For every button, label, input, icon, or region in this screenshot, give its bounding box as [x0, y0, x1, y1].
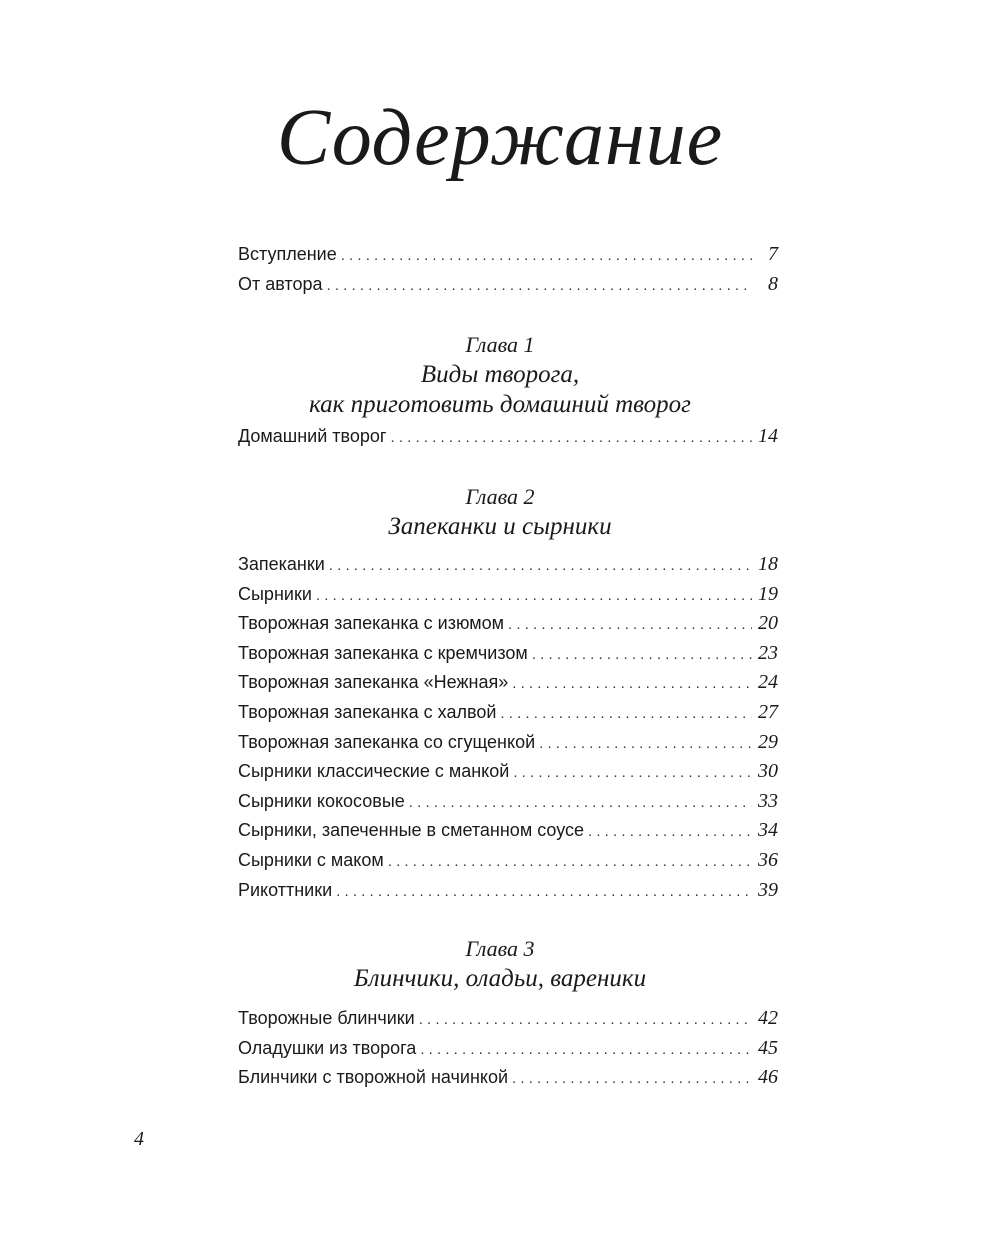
toc-entry-label: Сырники, запеченные в сметанном соусе	[238, 820, 585, 841]
dot-leader	[532, 640, 752, 670]
chapter-title-line: Блинчики, оладьи, вареники	[353, 965, 647, 992]
dot-leader	[513, 758, 752, 788]
toc-entry-label: Домашний творог	[238, 426, 387, 446]
toc-entry[interactable]	[238, 846, 778, 876]
toc-entry-label: Рикоттники	[238, 879, 333, 900]
chapter-number: Глава 3	[465, 936, 535, 961]
toc-entry-label: Творожная запеканка с халвой	[238, 701, 497, 722]
toc-entry-page: 27	[758, 700, 778, 723]
dot-leader	[390, 423, 752, 453]
dot-leader	[336, 877, 752, 907]
toc-entry-label: Сырники классические с манкой	[238, 761, 510, 782]
chapter-number: Глава 1	[465, 332, 535, 357]
toc-entry-page: 29	[758, 730, 778, 753]
toc-entry-label: Творожные блинчики	[238, 1008, 415, 1028]
chapter-title-line: как приготовить домашний творог	[309, 391, 691, 418]
toc-entry-page: 23	[758, 641, 778, 664]
chapter-2-heading	[0, 482, 1000, 542]
toc-entry[interactable]	[238, 787, 778, 817]
toc-entry-page: 36	[758, 848, 778, 871]
toc-entry-label: Оладушки из творога	[238, 1037, 417, 1058]
toc-entry-page: 7	[768, 243, 778, 265]
toc-entry[interactable]	[238, 609, 778, 639]
toc-entry-label: Блинчики с творожной начинкой	[238, 1067, 509, 1088]
dot-leader	[409, 788, 752, 818]
toc-entry-page: 39	[758, 878, 778, 901]
chapter-2-list	[238, 550, 778, 905]
dot-leader	[341, 241, 752, 271]
toc-entry-label: От автора	[238, 273, 323, 294]
dot-leader	[388, 847, 752, 877]
chapter-3-list	[238, 1004, 778, 1093]
toc-entry[interactable]	[238, 270, 778, 300]
chapter-title-line: Виды творога,	[420, 361, 580, 388]
dot-leader	[316, 581, 752, 611]
dot-leader	[508, 610, 752, 640]
dot-leader	[420, 1035, 752, 1065]
toc-entry-page: 8	[768, 272, 778, 295]
dot-leader	[539, 729, 752, 759]
page-number: 4	[134, 1128, 144, 1150]
toc-entry-page: 18	[758, 553, 778, 575]
toc-entry[interactable]	[238, 1063, 778, 1093]
toc-entry[interactable]	[238, 876, 778, 906]
dot-leader	[500, 699, 752, 729]
toc-entry-label: Сырники с маком	[238, 849, 384, 870]
toc-entry-page: 42	[758, 1007, 778, 1029]
toc-entry-label: Вступление	[238, 244, 337, 264]
toc-entry-page: 14	[758, 425, 778, 447]
toc-entry[interactable]	[238, 816, 778, 846]
chapter-1-heading	[0, 330, 1000, 420]
toc-entry[interactable]	[238, 240, 778, 270]
dot-leader	[327, 271, 753, 301]
toc-entry-label: Сырники	[238, 583, 312, 604]
dot-leader	[512, 1064, 752, 1094]
toc-entry-label: Творожная запеканка с кремчизом	[238, 642, 528, 663]
toc-entry-label: Сырники кокосовые	[238, 790, 405, 811]
chapter-3-heading	[0, 934, 1000, 994]
toc-entry-label: Творожная запеканка с изюмом	[238, 613, 505, 634]
toc-entry-label: Творожная запеканка со сгущенкой	[238, 731, 536, 752]
toc-entry-page: 24	[758, 671, 778, 694]
intro-list	[238, 240, 778, 299]
toc-entry[interactable]	[238, 639, 778, 669]
toc-entry[interactable]	[238, 550, 778, 580]
toc-entry[interactable]	[238, 422, 778, 452]
dot-leader	[329, 551, 752, 581]
toc-entry-label: Творожная запеканка «Нежная»	[238, 672, 509, 693]
chapter-1-list	[238, 422, 778, 452]
toc-entry-page: 19	[758, 582, 778, 605]
toc-entry[interactable]	[238, 757, 778, 787]
toc-entry-page: 45	[758, 1036, 778, 1059]
dot-leader	[588, 817, 752, 847]
chapter-number: Глава 2	[465, 484, 535, 509]
toc-entry-page: 34	[758, 819, 778, 842]
toc-entry-page: 33	[758, 789, 778, 812]
toc-entry[interactable]	[238, 668, 778, 698]
toc-entry-page: 46	[758, 1066, 778, 1089]
toc-entry[interactable]	[238, 1034, 778, 1064]
page-title: Содержание	[276, 94, 724, 182]
toc-entry[interactable]	[238, 1004, 778, 1034]
toc-entry[interactable]	[238, 728, 778, 758]
toc-entry-page: 20	[758, 612, 778, 635]
toc-entry-page: 30	[758, 760, 778, 783]
toc-entry[interactable]	[238, 580, 778, 610]
chapter-title-line: Запеканки и сырники	[388, 513, 612, 540]
dot-leader	[419, 1005, 752, 1035]
toc-entry-label: Запеканки	[238, 554, 325, 574]
toc-entry[interactable]	[238, 698, 778, 728]
dot-leader	[512, 669, 752, 699]
